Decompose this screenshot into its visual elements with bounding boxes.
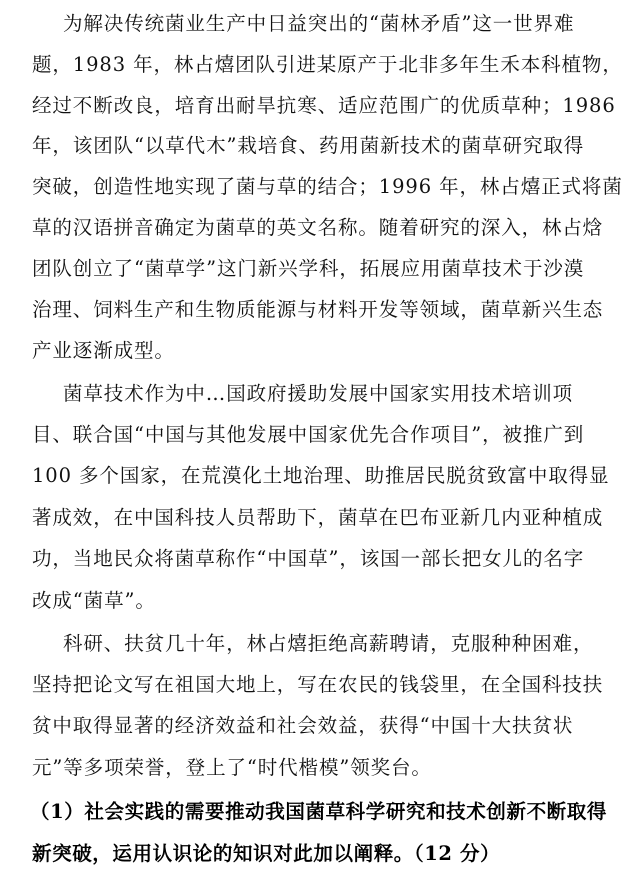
- question-line: 新突破，运用认识论的知识对此加以阐释。（12 分）: [32, 842, 501, 865]
- text-line: 题，1983 年，林占熺团队引进某原产于北非多年生禾本科植物，: [32, 53, 623, 76]
- text-line: 团队创立了“菌草学”这门新兴学科，拓展应用菌草技术于沙漠: [32, 257, 585, 280]
- text-line: 功，当地民众将菌草称作“中国草”，该国一部长把女儿的名字: [32, 547, 585, 570]
- text-line: 元”等多项荣誉，登上了“时代楷模”领奖台。: [32, 756, 432, 779]
- text-line: 著成效，在中国科技人员帮助下，菌草在巴布亚新几内亚种植成: [32, 506, 604, 529]
- text-line: 目、联合国“中国与其他发展中国家优先合作项目”，被推广到: [32, 423, 585, 446]
- text-line: 经过不断改良，培育出耐旱抗寒、适应范围广的优质草种；1986: [32, 94, 616, 117]
- text-line: 100 多个国家，在荒漠化土地治理、助推居民脱贫致富中取得显: [32, 464, 610, 487]
- text-line: 年，该团队“以草代木”栽培食、药用菌新技术的菌草研究取得: [32, 134, 585, 157]
- text-line: 坚持把论文写在祖国大地上，写在农民的钱袋里，在全国科技扶: [32, 673, 604, 696]
- text-line: 科研、扶贫几十年，林占熺拒绝高薪聘请，克服种种困难，: [63, 632, 594, 655]
- text-line: 改成“菌草”。: [32, 589, 156, 612]
- text-line: 产业逐渐成型。: [32, 339, 175, 362]
- text-line: 贫中取得显著的经济效益和社会效益，获得“中国十大扶贫状: [32, 714, 574, 737]
- question-line: （1）社会实践的需要推动我国菌草科学研究和技术创新不断取得: [30, 800, 607, 823]
- text-line: 为解决传统菌业生产中日益突出的“菌林矛盾”这一世界难: [63, 12, 575, 35]
- text-line: 突破，创造性地实现了菌与草的结合；1996 年，林占熺正式将菌: [32, 175, 623, 198]
- text-line: 治理、饲料生产和生物质能源与材料开发等领域，菌草新兴生态: [32, 298, 604, 321]
- text-line: 草的汉语拼音确定为菌草的英文名称。随着研究的深入，林占焓: [32, 216, 604, 239]
- text-line: 菌草技术作为中…国政府援助发展中国家实用技术培训项: [63, 382, 574, 405]
